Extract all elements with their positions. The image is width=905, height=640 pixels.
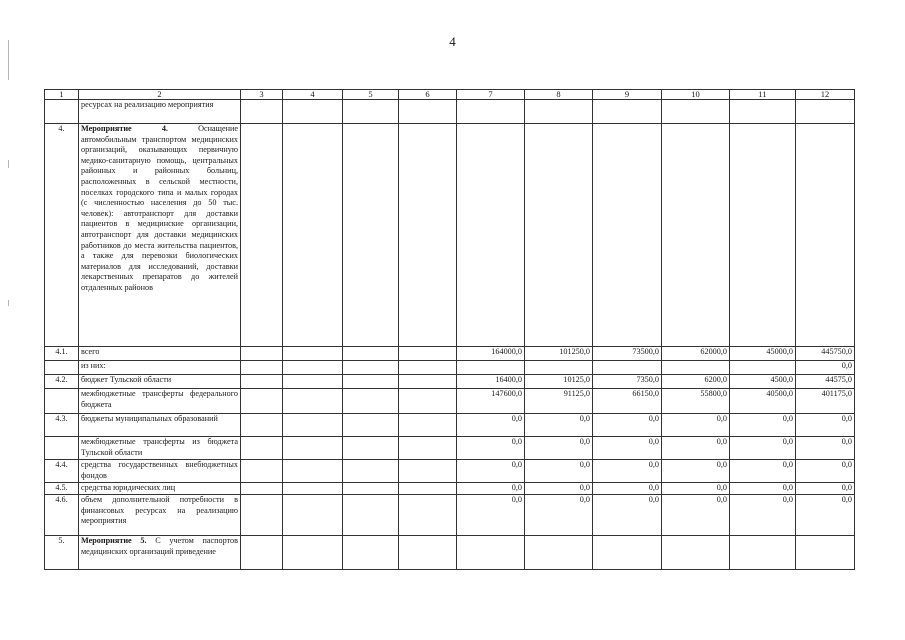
value-cell: 0,0 (662, 414, 730, 437)
value-cell (399, 375, 457, 389)
value-cell (343, 483, 399, 495)
value-cell (593, 361, 662, 375)
value-cell: 0,0 (796, 483, 855, 495)
value-cell: 0,0 (525, 495, 593, 536)
value-cell (343, 536, 399, 570)
value-cell (283, 347, 343, 361)
row-label-text: ресурсах на реализацию мероприятия (81, 100, 214, 109)
value-cell (399, 536, 457, 570)
value-cell (399, 124, 457, 347)
row-label-text: всего (81, 347, 100, 356)
value-cell: 0,0 (457, 414, 525, 437)
value-cell: 445750,0 (796, 347, 855, 361)
scan-edge-mark (8, 40, 9, 80)
table-row (45, 375, 855, 389)
row-label-text: средства юридических лиц (81, 483, 176, 492)
value-cell (241, 100, 283, 124)
value-cell: 101250,0 (525, 347, 593, 361)
value-cell (399, 361, 457, 375)
scan-edge-mark (8, 160, 9, 168)
value-cell (283, 389, 343, 414)
measure-title: Мероприятие 5. (81, 536, 147, 545)
row-label-cell (79, 347, 241, 361)
value-cell (343, 124, 399, 347)
row-number-cell: 4.5. (45, 483, 79, 495)
value-cell (343, 389, 399, 414)
value-cell: 6200,0 (662, 375, 730, 389)
value-cell (457, 100, 525, 124)
page-number: 4 (449, 34, 456, 49)
column-number-cell: 1 (45, 90, 79, 100)
value-cell (283, 100, 343, 124)
table-row (45, 536, 855, 570)
row-label-cell (79, 414, 241, 437)
value-cell: 0,0 (662, 483, 730, 495)
row-label-text: средства государственных внебюджетных фондов (81, 460, 238, 480)
column-number-cell: 5 (343, 90, 399, 100)
value-cell (457, 124, 525, 347)
value-cell (241, 389, 283, 414)
column-number-cell: 4 (283, 90, 343, 100)
value-cell: 44575,0 (796, 375, 855, 389)
row-label-cell (79, 495, 241, 536)
value-cell: 62000,0 (662, 347, 730, 361)
value-cell: 73500,0 (593, 347, 662, 361)
value-cell: 0,0 (730, 460, 796, 483)
value-cell (241, 495, 283, 536)
row-label-cell (79, 460, 241, 483)
row-label-cell (79, 437, 241, 460)
value-cell: 0,0 (730, 495, 796, 536)
value-cell (343, 347, 399, 361)
value-cell (399, 347, 457, 361)
value-cell (525, 124, 593, 347)
value-cell: 0,0 (457, 495, 525, 536)
value-cell (399, 100, 457, 124)
value-cell (662, 124, 730, 347)
value-cell: 0,0 (457, 460, 525, 483)
value-cell (457, 361, 525, 375)
value-cell (283, 437, 343, 460)
row-label-cell (79, 536, 241, 570)
value-cell: 0,0 (730, 483, 796, 495)
row-label-cell (79, 124, 241, 347)
value-cell (730, 100, 796, 124)
row-number-cell (45, 361, 79, 375)
row-label-cell (79, 483, 241, 495)
value-cell: 0,0 (662, 460, 730, 483)
value-cell: 40500,0 (730, 389, 796, 414)
value-cell (457, 536, 525, 570)
row-label-text: объем дополнительной потребности в финансовых ресурсах на реализацию мероприятия (81, 495, 238, 526)
value-cell: 0,0 (525, 483, 593, 495)
row-label-cell (79, 375, 241, 389)
value-cell: 0,0 (525, 414, 593, 437)
value-cell: 0,0 (525, 460, 593, 483)
value-cell (283, 495, 343, 536)
value-cell: 10125,0 (525, 375, 593, 389)
value-cell (593, 100, 662, 124)
value-cell (283, 414, 343, 437)
row-label-text: межбюджетные трансферты из бюджета Тульской области (81, 437, 238, 457)
value-cell: 401175,0 (796, 389, 855, 414)
table-row (45, 124, 855, 347)
column-number-cell: 7 (457, 90, 525, 100)
column-number-cell: 9 (593, 90, 662, 100)
column-number-header-row (45, 90, 855, 100)
value-cell (796, 124, 855, 347)
row-number-cell: 5. (45, 536, 79, 570)
value-cell (525, 536, 593, 570)
value-cell (283, 375, 343, 389)
column-number-cell: 2 (79, 90, 241, 100)
value-cell: 0,0 (796, 437, 855, 460)
value-cell: 0,0 (730, 414, 796, 437)
value-cell (399, 389, 457, 414)
row-label-text: из них: (81, 361, 106, 370)
value-cell (283, 124, 343, 347)
row-label-text: межбюджетные трансферты федерального бюджета (81, 389, 238, 409)
value-cell (730, 361, 796, 375)
value-cell (796, 100, 855, 124)
measure-title: Мероприятие 4. (81, 124, 168, 133)
value-cell (662, 100, 730, 124)
value-cell: 0,0 (796, 460, 855, 483)
value-cell (662, 361, 730, 375)
value-cell (399, 437, 457, 460)
budget-table (44, 89, 855, 570)
column-number-cell: 12 (796, 90, 855, 100)
table-row (45, 361, 855, 375)
value-cell: 0,0 (730, 437, 796, 460)
value-cell (399, 495, 457, 536)
value-cell (241, 536, 283, 570)
value-cell (343, 495, 399, 536)
value-cell: 0,0 (457, 483, 525, 495)
row-number-cell: 4. (45, 124, 79, 347)
value-cell (343, 460, 399, 483)
value-cell (593, 124, 662, 347)
value-cell (593, 536, 662, 570)
value-cell (399, 483, 457, 495)
table-row (45, 414, 855, 437)
value-cell (343, 100, 399, 124)
value-cell: 0,0 (662, 437, 730, 460)
table-row (45, 437, 855, 460)
row-label-text: бюджеты муниципальных образований (81, 414, 218, 423)
value-cell: 0,0 (593, 483, 662, 495)
value-cell (343, 437, 399, 460)
value-cell (283, 361, 343, 375)
value-cell (241, 361, 283, 375)
row-number-cell (45, 389, 79, 414)
value-cell: 164000,0 (457, 347, 525, 361)
value-cell: 0,0 (662, 495, 730, 536)
value-cell: 0,0 (796, 361, 855, 375)
column-number-cell: 3 (241, 90, 283, 100)
value-cell (283, 536, 343, 570)
table-row (45, 483, 855, 495)
value-cell (241, 483, 283, 495)
value-cell: 0,0 (593, 495, 662, 536)
row-label-cell (79, 389, 241, 414)
row-number-cell: 4.6. (45, 495, 79, 536)
value-cell: 55800,0 (662, 389, 730, 414)
value-cell (730, 536, 796, 570)
row-label-cell (79, 100, 241, 124)
table-row (45, 347, 855, 361)
table-row (45, 389, 855, 414)
value-cell (241, 460, 283, 483)
value-cell (283, 483, 343, 495)
value-cell (283, 460, 343, 483)
value-cell: 45000,0 (730, 347, 796, 361)
table-row (45, 460, 855, 483)
value-cell: 0,0 (457, 437, 525, 460)
value-cell (343, 414, 399, 437)
column-number-cell: 11 (730, 90, 796, 100)
value-cell (730, 124, 796, 347)
row-label-text: Оснащение автомобильным транспортом медицинских организаций, оказывающих первичную медико-санитарную помощь, центральных районных и районных больниц, расположенных в сельской местности, поселках городского типа и малых городах (с численностью населения до 50 тыс. человек): автотранспорт для доставки пациентов в медицинские организации, автотранспорт для доставки медицинских работников до места жительства пациентов, а также для перевозки биологических материалов для исследований, доставки лекарственных препаратов до жителей отдаленных районов (81, 124, 238, 292)
value-cell: 0,0 (593, 437, 662, 460)
table-row (45, 495, 855, 536)
row-number-cell (45, 100, 79, 124)
row-number-cell: 4.1. (45, 347, 79, 361)
column-number-cell: 6 (399, 90, 457, 100)
value-cell: 0,0 (593, 414, 662, 437)
column-number-cell: 8 (525, 90, 593, 100)
value-cell: 16400,0 (457, 375, 525, 389)
row-number-cell: 4.2. (45, 375, 79, 389)
value-cell: 91125,0 (525, 389, 593, 414)
scan-edge-mark (8, 300, 9, 306)
value-cell: 0,0 (796, 495, 855, 536)
value-cell: 0,0 (593, 460, 662, 483)
row-number-cell: 4.3. (45, 414, 79, 437)
value-cell (241, 124, 283, 347)
value-cell (399, 414, 457, 437)
row-number-cell: 4.4. (45, 460, 79, 483)
value-cell: 7350,0 (593, 375, 662, 389)
value-cell: 147600,0 (457, 389, 525, 414)
row-label-text: С учетом паспортов медицинских организаций приведение (81, 536, 238, 556)
value-cell (343, 375, 399, 389)
value-cell (241, 375, 283, 389)
value-cell (525, 100, 593, 124)
row-label-cell (79, 361, 241, 375)
value-cell: 4500,0 (730, 375, 796, 389)
value-cell (525, 361, 593, 375)
row-label-text: бюджет Тульской области (81, 375, 172, 384)
value-cell (241, 347, 283, 361)
value-cell (662, 536, 730, 570)
value-cell (241, 437, 283, 460)
row-number-cell (45, 437, 79, 460)
value-cell: 0,0 (525, 437, 593, 460)
value-cell (796, 536, 855, 570)
column-number-cell: 10 (662, 90, 730, 100)
value-cell (241, 414, 283, 437)
value-cell: 0,0 (796, 414, 855, 437)
table-row (45, 100, 855, 124)
value-cell (399, 460, 457, 483)
value-cell (343, 361, 399, 375)
value-cell: 66150,0 (593, 389, 662, 414)
